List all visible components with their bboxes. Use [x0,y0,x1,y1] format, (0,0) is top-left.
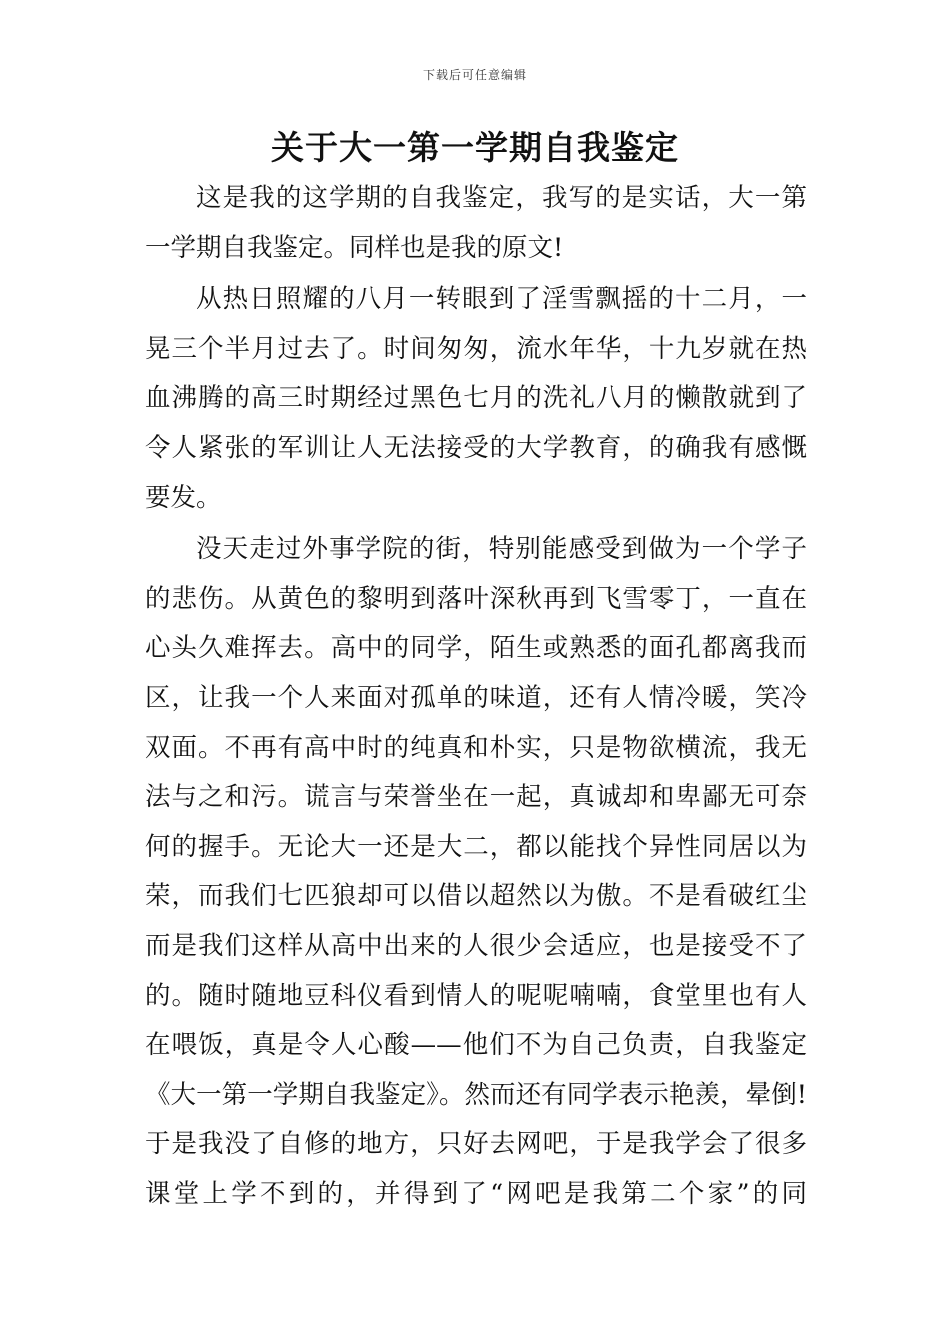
header-note: 下载后可任意编辑 [422,68,527,82]
paragraph-1: 这是我的这学期的自我鉴定，我写的是实话，大一第一学期自我鉴定。同样也是我的原文! [145,183,807,263]
paragraph-3: 没天走过外事学院的街，特别能感受到做为一个学子的悲伤。从黄色的黎明到落叶深秋再到飞雪零丁，一直在心头久难挥去。高中的同学，陌生或熟悉的面孔都离我而区，让我一个人来面对孤单的味道，还有人情冷暖，笑冷双面。不再有高中时的纯真和朴实，只是物欲横流，我无法与之和污。谎言与荣誉坐在一起，真诚却和卑鄙无可奈何的握手。无论大一还是大二，都以能找个异性同居以为荣，而我们七匹狼却可以借以超然以为傲。不是看破红尘而是我们这样从高中出来的人很少会适应，也是接受不了的。随时随地豆科仪看到情人的呢呢喃喃，食堂里也有人在喂饭，真是令人心酸——他们不为自己负责，自我鉴定《大一第一学期自我鉴定》。然而还有同学表示艳羡，晕倒!于是我没了自修的地方，只好去网吧，于是我学会了很多课堂上学不到的，并得到了“网吧是我第二个家”的同 [145,534,807,1209]
paragraph-2: 从热日照耀的八月一转眼到了淫雪飘摇的十二月，一晃三个半月过去了。时间匆匆，流水年华，十九岁就在热血沸腾的高三时期经过黑色七月的洗礼八月的懒散就到了令人紧张的军训让人无法接受的大学教育，的确我有感慨要发。 [145,284,807,513]
document-body [145,174,807,1219]
document-title: 关于大一第一学期自我鉴定 [271,128,679,167]
